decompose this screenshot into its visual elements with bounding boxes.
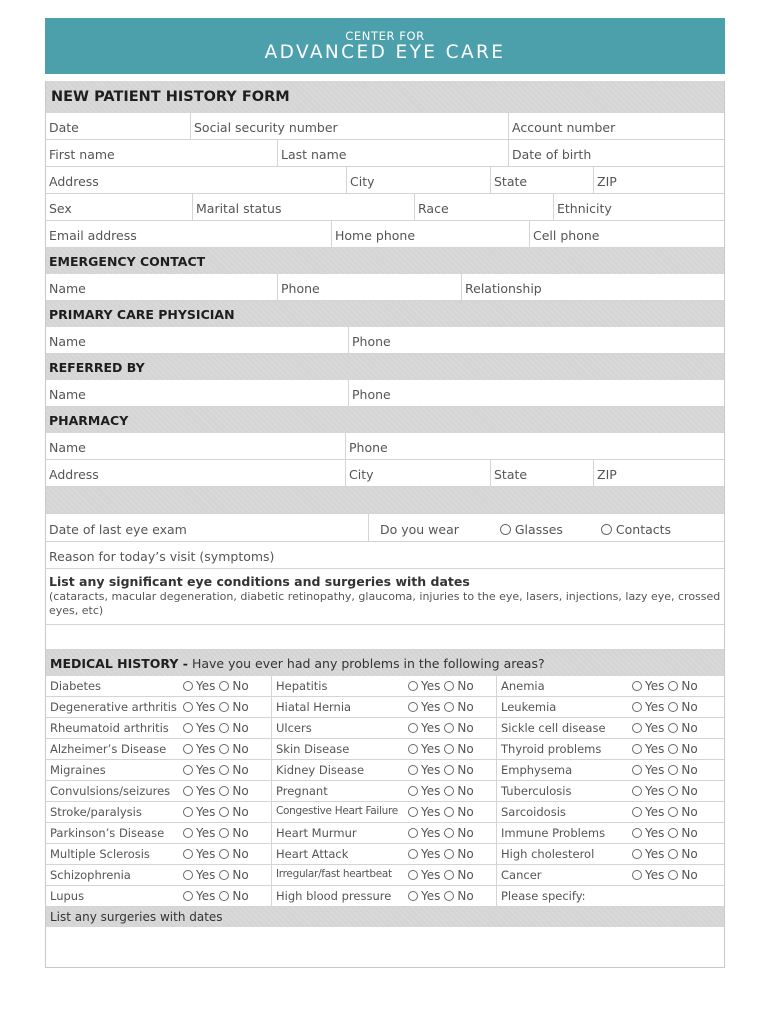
condition-label: Congestive Heart Failure (271, 802, 408, 822)
condition-label: Hepatitis (271, 676, 408, 696)
yes-radio[interactable] (632, 702, 642, 712)
do-you-wear-label: Do you wear (380, 522, 459, 537)
referred-phone-field[interactable]: Phone (348, 380, 724, 406)
no-radio[interactable] (668, 870, 678, 880)
yes-radio[interactable] (408, 849, 418, 859)
yes-no-options (408, 865, 496, 885)
medical-row (46, 844, 724, 865)
no-radio[interactable] (219, 828, 229, 838)
yes-radio[interactable] (183, 681, 193, 691)
yes-label: Yes (196, 784, 216, 798)
no-radio[interactable] (444, 807, 454, 817)
reason-for-visit-field[interactable]: Reason for today’s visit (symptoms) (49, 549, 275, 564)
pharmacy-zip-field[interactable]: ZIP (593, 460, 724, 486)
yes-label: Yes (645, 721, 665, 735)
condition-label: Tuberculosis (496, 781, 632, 801)
condition-label: Sickle cell disease (496, 718, 632, 738)
no-label: No (232, 868, 249, 882)
no-radio[interactable] (444, 744, 454, 754)
condition-label: Irregular/fast heartbeat (271, 865, 408, 885)
no-label: No (232, 805, 249, 819)
yes-label: Yes (421, 847, 441, 861)
condition-label: Anemia (496, 676, 632, 696)
yes-no-options (183, 781, 271, 801)
form-title: NEW PATIENT HISTORY FORM (51, 89, 290, 105)
condition-label: Sarcoidosis (496, 802, 632, 822)
referred-name-field[interactable]: Name (49, 387, 86, 402)
ssn-field[interactable]: Social security number (190, 113, 508, 139)
no-radio[interactable] (444, 849, 454, 859)
yes-label: Yes (421, 679, 441, 693)
no-radio[interactable] (668, 849, 678, 859)
no-label: No (681, 742, 698, 756)
yes-no-options (183, 760, 271, 780)
yes-label: Yes (645, 784, 665, 798)
glasses-option[interactable] (500, 522, 563, 537)
condition-label: Migraines (50, 763, 106, 777)
yes-no-options (632, 865, 724, 885)
yes-no-options (183, 865, 271, 885)
medical-row (46, 760, 724, 781)
no-label: No (457, 763, 474, 777)
no-radio[interactable] (444, 828, 454, 838)
no-radio[interactable] (668, 786, 678, 796)
condition-label: Cancer (496, 865, 632, 885)
yes-no-options (408, 802, 496, 822)
yes-no-options (408, 760, 496, 780)
yes-label: Yes (196, 868, 216, 882)
condition-label: Skin Disease (271, 739, 408, 759)
specify-entry[interactable] (632, 886, 724, 906)
condition-label: Please specify: (496, 886, 632, 906)
no-radio[interactable] (219, 681, 229, 691)
yes-no-options (183, 739, 271, 759)
no-radio[interactable] (668, 723, 678, 733)
yes-label: Yes (645, 700, 665, 714)
medical-row (46, 739, 724, 760)
no-label: No (232, 700, 249, 714)
no-label: No (457, 721, 474, 735)
no-radio[interactable] (219, 702, 229, 712)
yes-radio[interactable] (408, 681, 418, 691)
surgeries-entry[interactable] (46, 927, 724, 967)
yes-radio[interactable] (183, 723, 193, 733)
yes-radio[interactable] (632, 828, 642, 838)
physician-row (46, 327, 724, 354)
yes-label: Yes (196, 847, 216, 861)
yes-radio[interactable] (183, 891, 193, 901)
home-phone-field[interactable]: Home phone (331, 221, 529, 247)
yes-radio[interactable] (632, 870, 642, 880)
no-radio[interactable] (219, 765, 229, 775)
patient-row-4 (46, 194, 724, 221)
no-label: No (457, 700, 474, 714)
yes-no-options (183, 886, 271, 906)
contacts-radio[interactable] (601, 524, 612, 535)
pharmacy-address-field[interactable]: Address (49, 467, 99, 482)
yes-radio[interactable] (632, 849, 642, 859)
yes-no-options (183, 823, 271, 843)
medical-row (46, 676, 724, 697)
no-label: No (681, 826, 698, 840)
patient-row-1 (46, 113, 724, 140)
no-label: No (232, 889, 249, 903)
no-radio[interactable] (668, 828, 678, 838)
yes-no-options (183, 697, 271, 717)
marital-status-field[interactable]: Marital status (192, 194, 414, 220)
no-label: No (681, 679, 698, 693)
form-body (45, 81, 725, 968)
patient-row-5 (46, 221, 724, 248)
physician-title: PRIMARY CARE PHYSICIAN (49, 307, 235, 322)
yes-no-options (632, 739, 724, 759)
no-label: No (457, 679, 474, 693)
yes-label: Yes (196, 826, 216, 840)
no-radio[interactable] (219, 723, 229, 733)
clinic-name-large: ADVANCED EYE CARE (264, 42, 506, 63)
email-field[interactable]: Email address (49, 228, 137, 243)
referred-by-row (46, 380, 724, 407)
patient-history-form (45, 18, 725, 968)
yes-no-options (183, 718, 271, 738)
yes-label: Yes (645, 868, 665, 882)
emergency-contact-title: EMERGENCY CONTACT (49, 254, 206, 269)
yes-no-options (408, 886, 496, 906)
eye-conditions-examples: (cataracts, macular degeneration, diabetic retinopathy, glaucoma, injuries to the eye, lasers, injections, lazy eye, crossed eyes, etc) (49, 590, 721, 617)
contacts-label: Contacts (615, 522, 672, 537)
yes-radio[interactable] (408, 807, 418, 817)
no-label: No (232, 721, 249, 735)
pharmacy-state-field[interactable]: State (490, 460, 593, 486)
no-label: No (232, 784, 249, 798)
glasses-radio[interactable] (500, 524, 511, 535)
medical-row (46, 718, 724, 739)
no-label: No (232, 763, 249, 777)
no-radio[interactable] (668, 702, 678, 712)
medical-row (46, 781, 724, 802)
no-radio[interactable] (219, 849, 229, 859)
emergency-contact-header (46, 248, 724, 274)
no-radio[interactable] (219, 891, 229, 901)
physician-phone-field[interactable]: Phone (348, 327, 724, 353)
yes-label: Yes (196, 889, 216, 903)
yes-no-options (408, 676, 496, 696)
ethnicity-field[interactable]: Ethnicity (553, 194, 724, 220)
yes-radio[interactable] (183, 702, 193, 712)
yes-no-options (632, 718, 724, 738)
cell-phone-field[interactable]: Cell phone (529, 221, 724, 247)
no-radio[interactable] (444, 891, 454, 901)
condition-label: Schizophrenia (50, 868, 131, 882)
physician-header (46, 301, 724, 327)
zip-field[interactable]: ZIP (593, 167, 724, 193)
pharmacy-city-field[interactable]: City (345, 460, 490, 486)
clinic-header (45, 18, 725, 74)
no-label: No (681, 763, 698, 777)
first-name-field[interactable]: First name (49, 147, 115, 162)
no-label: No (457, 784, 474, 798)
yes-radio[interactable] (183, 849, 193, 859)
yes-label: Yes (196, 700, 216, 714)
yes-label: Yes (196, 805, 216, 819)
yes-no-options (183, 802, 271, 822)
emergency-contact-row (46, 274, 724, 301)
yes-no-options (632, 676, 724, 696)
no-label: No (457, 868, 474, 882)
physician-name-field[interactable]: Name (49, 334, 86, 349)
condition-label: Diabetes (50, 679, 102, 693)
no-label: No (457, 889, 474, 903)
yes-no-options (632, 802, 724, 822)
no-label: No (232, 742, 249, 756)
race-field[interactable]: Race (414, 194, 553, 220)
no-radio[interactable] (668, 744, 678, 754)
no-label: No (681, 805, 698, 819)
yes-radio[interactable] (183, 786, 193, 796)
yes-no-options (632, 781, 724, 801)
medical-row (46, 697, 724, 718)
yes-radio[interactable] (408, 702, 418, 712)
no-label: No (681, 847, 698, 861)
no-radio[interactable] (219, 870, 229, 880)
yes-label: Yes (421, 721, 441, 735)
yes-label: Yes (645, 679, 665, 693)
no-radio[interactable] (444, 870, 454, 880)
yes-radio[interactable] (632, 744, 642, 754)
no-label: No (232, 679, 249, 693)
eyewear-question (368, 514, 724, 541)
pharmacy-header (46, 407, 724, 433)
yes-label: Yes (196, 679, 216, 693)
sex-field[interactable]: Sex (49, 201, 72, 216)
yes-no-options (183, 844, 271, 864)
yes-no-options (408, 781, 496, 801)
yes-radio[interactable] (408, 828, 418, 838)
yes-radio[interactable] (632, 807, 642, 817)
no-radio[interactable] (219, 744, 229, 754)
condition-label: Immune Problems (496, 823, 632, 843)
condition-label: Stroke/paralysis (50, 805, 142, 819)
yes-no-options (408, 739, 496, 759)
yes-label: Yes (421, 784, 441, 798)
yes-radio[interactable] (408, 891, 418, 901)
emergency-relationship-field[interactable]: Relationship (461, 274, 724, 300)
yes-label: Yes (196, 763, 216, 777)
emergency-name-field[interactable]: Name (49, 281, 86, 296)
glasses-label: Glasses (514, 522, 563, 537)
condition-label: Multiple Sclerosis (50, 847, 150, 861)
pharmacy-phone-field[interactable]: Phone (345, 433, 724, 459)
condition-label: Emphysema (496, 760, 632, 780)
condition-label: Alzheimer’s Disease (50, 742, 167, 756)
no-radio[interactable] (219, 786, 229, 796)
yes-label: Yes (421, 868, 441, 882)
condition-label: Convulsions/seizures (50, 784, 171, 798)
eye-conditions-heading: List any significant eye conditions and surgeries with dates (49, 574, 470, 589)
pharmacy-name-field[interactable]: Name (49, 440, 86, 455)
yes-radio[interactable] (183, 807, 193, 817)
yes-label: Yes (421, 826, 441, 840)
account-number-field[interactable]: Account number (508, 113, 724, 139)
medical-history-header (46, 650, 724, 676)
no-label: No (681, 868, 698, 882)
eye-conditions-block[interactable] (46, 569, 724, 625)
yes-label: Yes (645, 805, 665, 819)
no-radio[interactable] (668, 765, 678, 775)
surgeries-title: List any surgeries with dates (50, 910, 223, 924)
condition-label: Heart Murmur (271, 823, 408, 843)
reason-row (46, 542, 724, 569)
pharmacy-row-2 (46, 460, 724, 487)
pharmacy-row-1 (46, 433, 724, 460)
eye-exam-row (46, 514, 724, 542)
patient-row-2 (46, 140, 724, 167)
yes-radio[interactable] (183, 870, 193, 880)
condition-label: Thyroid problems (496, 739, 632, 759)
yes-label: Yes (196, 742, 216, 756)
yes-radio[interactable] (408, 786, 418, 796)
yes-no-options (408, 823, 496, 843)
no-radio[interactable] (219, 807, 229, 817)
date-field[interactable]: Date (49, 120, 79, 135)
yes-label: Yes (421, 805, 441, 819)
no-label: No (457, 742, 474, 756)
yes-no-options (632, 844, 724, 864)
date-of-birth-field[interactable]: Date of birth (508, 140, 724, 166)
condition-label: Lupus (50, 889, 85, 903)
no-radio[interactable] (668, 681, 678, 691)
eye-conditions-entry[interactable] (46, 625, 724, 650)
city-field[interactable]: City (346, 167, 490, 193)
medical-history-title-bold: MEDICAL HISTORY - (50, 656, 188, 671)
no-radio[interactable] (444, 681, 454, 691)
clinic-name-small: CENTER FOR (345, 29, 425, 43)
yes-label: Yes (421, 742, 441, 756)
yes-radio[interactable] (632, 786, 642, 796)
last-name-field[interactable]: Last name (277, 140, 508, 166)
condition-label: Rheumatoid arthritis (50, 721, 169, 735)
yes-label: Yes (645, 763, 665, 777)
yes-label: Yes (645, 742, 665, 756)
yes-label: Yes (645, 826, 665, 840)
yes-radio[interactable] (183, 744, 193, 754)
condition-label: High cholesterol (496, 844, 632, 864)
patient-row-3 (46, 167, 724, 194)
condition-label: Hiatal Hernia (271, 697, 408, 717)
yes-no-options (408, 718, 496, 738)
referred-by-title: REFERRED BY (49, 360, 145, 375)
condition-label: Ulcers (271, 718, 408, 738)
yes-label: Yes (421, 700, 441, 714)
yes-radio[interactable] (408, 870, 418, 880)
yes-radio[interactable] (632, 765, 642, 775)
form-title-bar (46, 81, 724, 113)
condition-label: Kidney Disease (271, 760, 408, 780)
yes-radio[interactable] (408, 765, 418, 775)
no-label: No (232, 826, 249, 840)
medical-row (46, 886, 724, 907)
condition-label: Heart Attack (271, 844, 408, 864)
yes-no-options (408, 844, 496, 864)
surgeries-header (46, 907, 724, 927)
no-radio[interactable] (668, 807, 678, 817)
yes-no-options (183, 676, 271, 696)
no-label: No (681, 700, 698, 714)
condition-label: Pregnant (271, 781, 408, 801)
no-label: No (232, 847, 249, 861)
medical-row (46, 802, 724, 823)
no-label: No (457, 805, 474, 819)
yes-label: Yes (196, 721, 216, 735)
no-radio[interactable] (444, 702, 454, 712)
medical-row (46, 823, 724, 844)
no-radio[interactable] (444, 765, 454, 775)
last-eye-exam-field[interactable]: Date of last eye exam (49, 522, 187, 537)
medical-history-title (46, 650, 724, 676)
yes-radio[interactable] (632, 681, 642, 691)
no-radio[interactable] (444, 786, 454, 796)
yes-radio[interactable] (408, 744, 418, 754)
yes-label: Yes (421, 763, 441, 777)
yes-radio[interactable] (408, 723, 418, 733)
no-label: No (457, 826, 474, 840)
yes-radio[interactable] (632, 723, 642, 733)
medical-history-title-question: Have you ever had any problems in the following areas? (187, 656, 545, 671)
yes-no-options (632, 823, 724, 843)
no-label: No (681, 784, 698, 798)
yes-no-options (632, 760, 724, 780)
yes-radio[interactable] (183, 765, 193, 775)
address-field[interactable]: Address (49, 174, 99, 189)
pharmacy-title: PHARMACY (49, 413, 129, 428)
emergency-phone-field[interactable]: Phone (277, 274, 461, 300)
medical-conditions-table (46, 676, 724, 907)
contacts-option[interactable] (601, 522, 671, 537)
yes-no-options (632, 697, 724, 717)
no-label: No (681, 721, 698, 735)
condition-label: High blood pressure (271, 886, 408, 906)
state-field[interactable]: State (490, 167, 593, 193)
condition-label: Parkinson’s Disease (50, 826, 165, 840)
condition-label: Degenerative arthritis (50, 700, 177, 714)
medical-row (46, 865, 724, 886)
condition-label: Leukemia (496, 697, 632, 717)
no-label: No (457, 847, 474, 861)
yes-no-options (408, 697, 496, 717)
yes-radio[interactable] (183, 828, 193, 838)
referred-by-header (46, 354, 724, 380)
section-spacer (46, 487, 724, 514)
yes-label: Yes (421, 889, 441, 903)
yes-label: Yes (645, 847, 665, 861)
no-radio[interactable] (444, 723, 454, 733)
